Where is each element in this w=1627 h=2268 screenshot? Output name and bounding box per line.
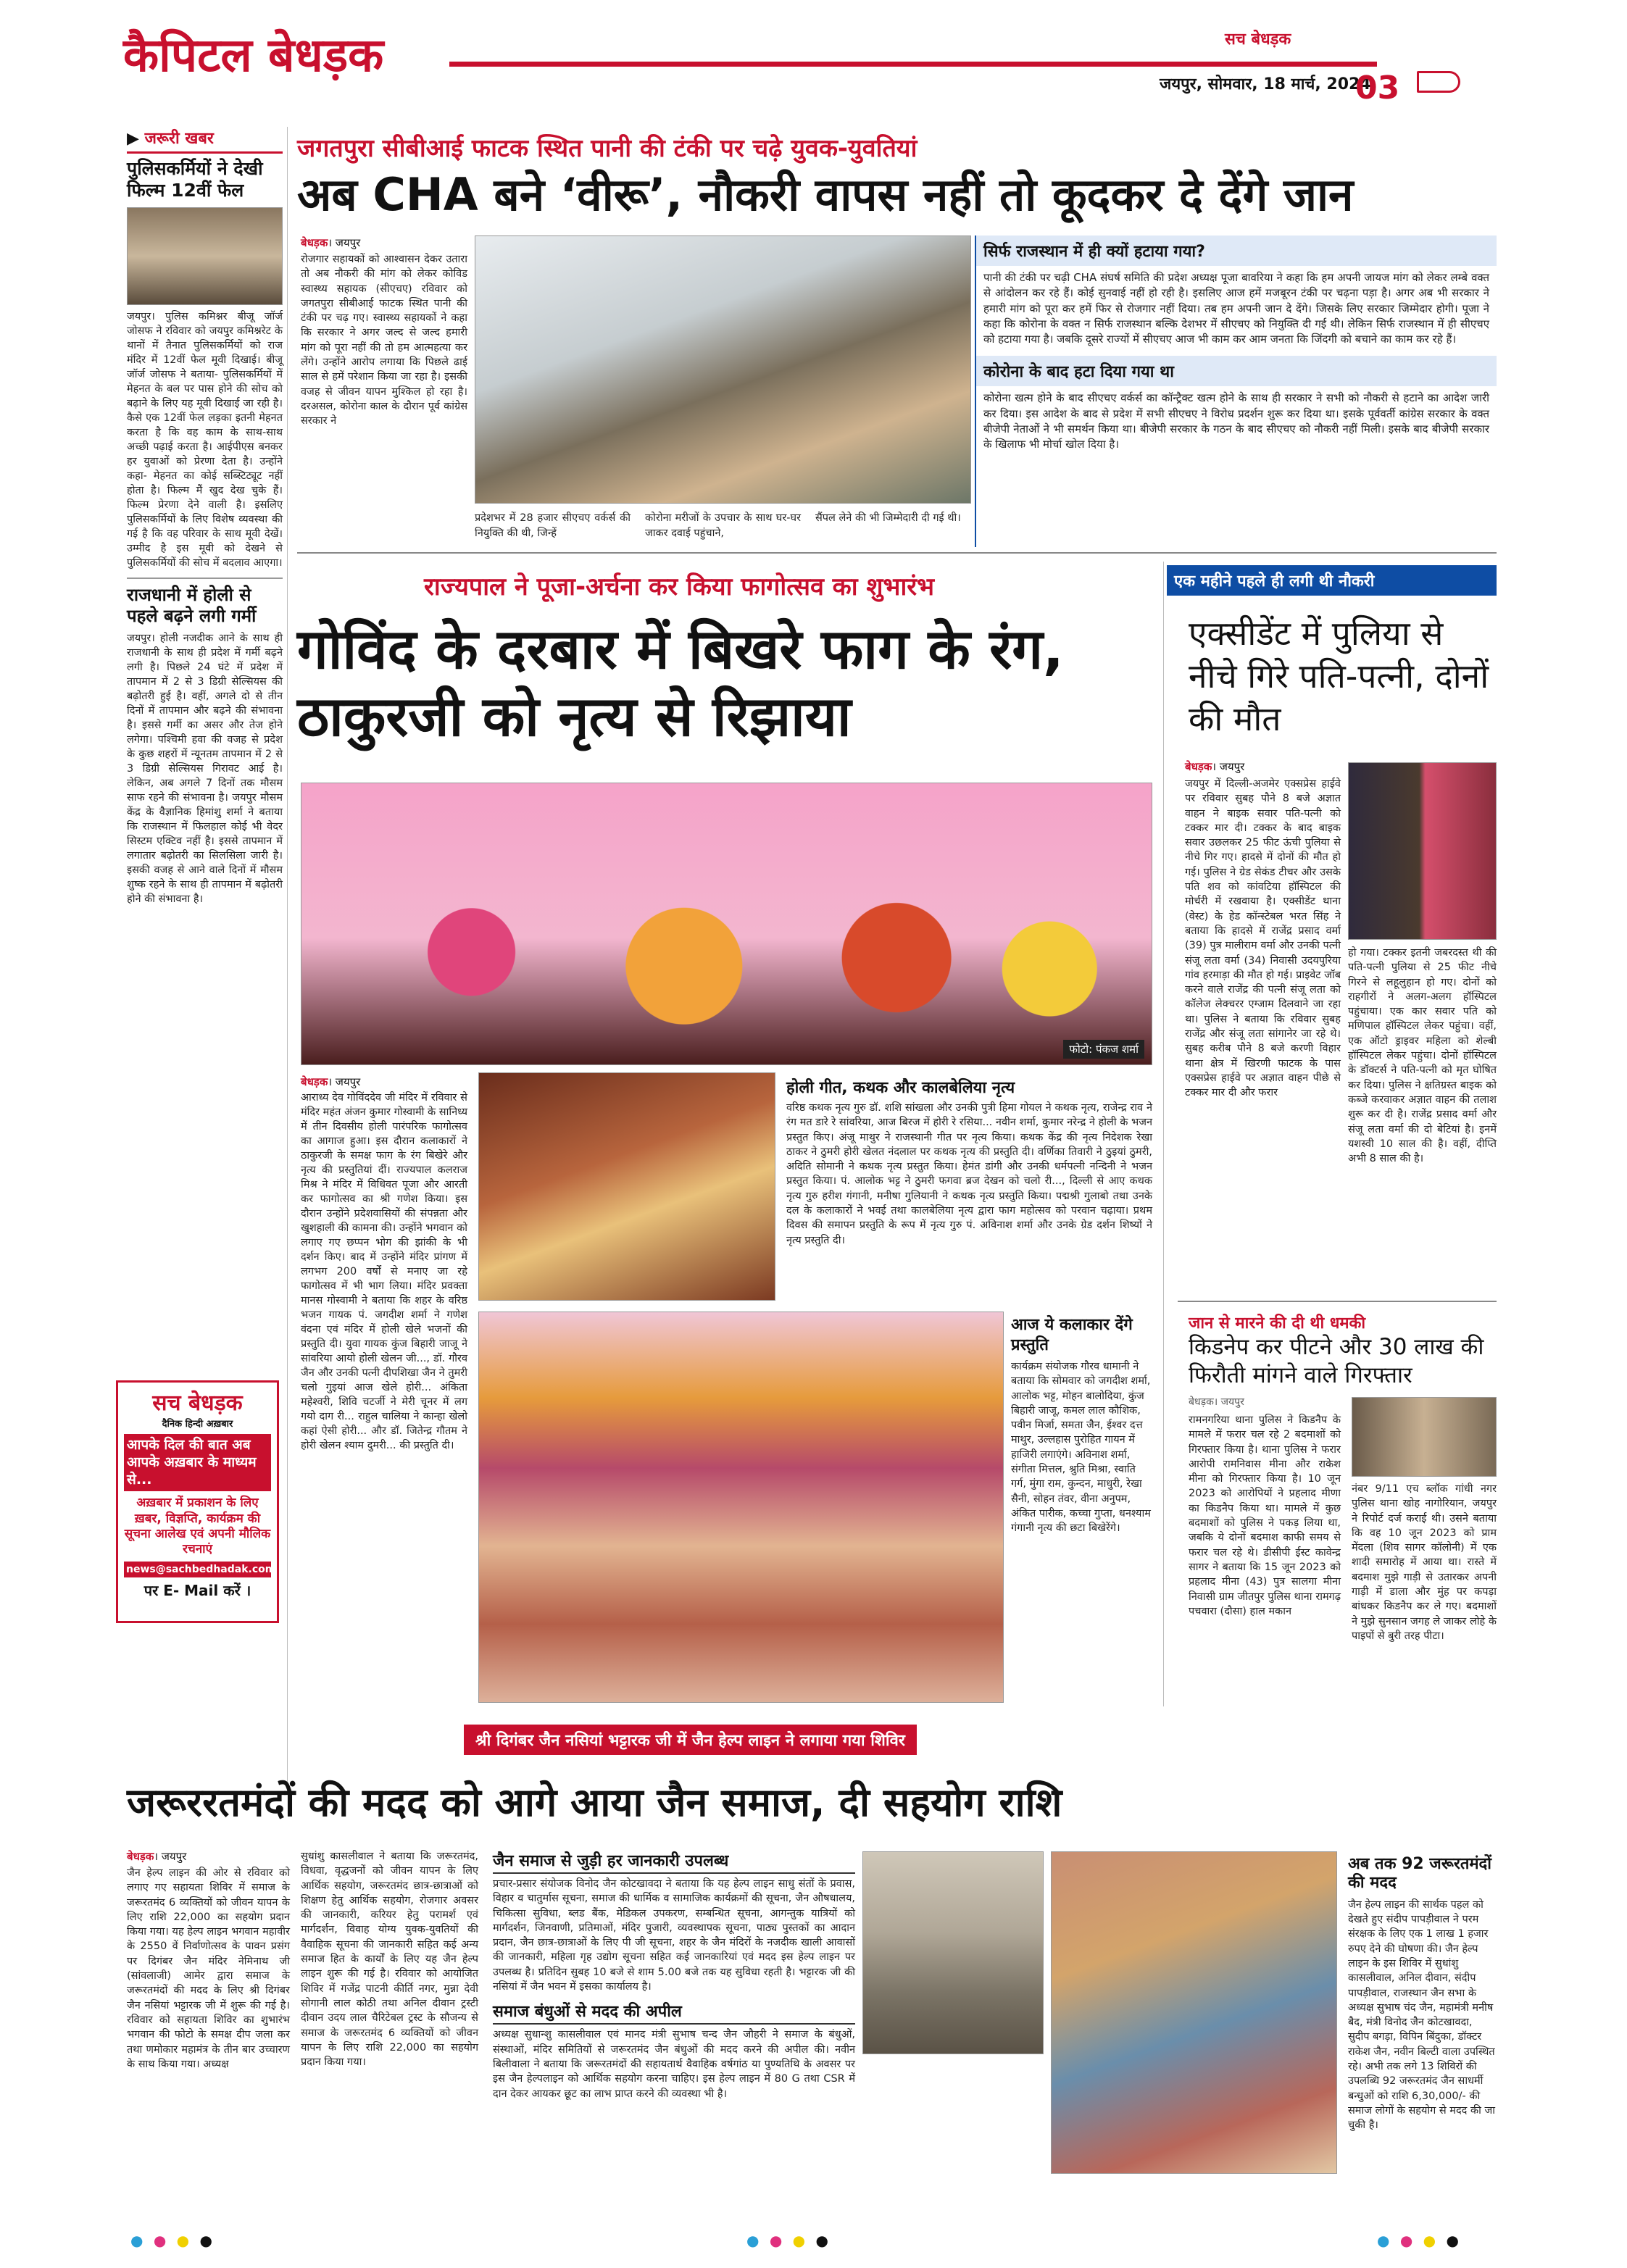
ad-box	[116, 1380, 279, 1623]
sub-body: अध्यक्ष सुधान्शु कासलीवाल एवं मानद मंत्री सुभाष चन्द जैन जौहरी ने समाज के बंधुओं, संस्थाओं, मंदिर समितियों से जरूरतमंद जैन बंधुओं की मदद करने की अपील की। नवीन बिलीवाला ने बताया कि जरूरतमंदों की सहायतार्थ वैवाहिक वर्षगांठ या पुण्यतिथि के अवसर पर इस जैन हेल्पलाइन को आर्थिक सहयोग करना चाहिए। इस हेल्प लाइन में 80 G तथा CSR में दान देकर आयकर छूट का लाभ प्राप्त करने की व्यवस्था भी है।	[493, 2029, 855, 2100]
ad-brand: सच बेधड़क	[152, 1391, 243, 1416]
dance-photo	[301, 783, 1152, 1065]
meeting-photo	[862, 1851, 1044, 2054]
ad-cta: पर E- Mail करें ।	[143, 1582, 251, 1600]
right-s2-kicker: जान से मारने की दी थी धमकी	[1189, 1314, 1366, 1333]
mid-byline: बेधड़क। जयपुर	[301, 1075, 361, 1088]
right-tag: एक महीने पहले ही लगी थी नौकरी	[1167, 565, 1497, 596]
section-label: ▶ जरूरी खबर	[127, 127, 283, 154]
brand-small: सच बेधड़क	[1225, 30, 1291, 49]
right-s2-body2: नंबर 9/11 एच ब्लॉक गांधी नगर पुलिस थाना खोह नागोरियान, जयपुर ने रिपोर्ट दर्ज कराई थी। उसने बताया कि वह 10 जून 2023 को प्राम मेंदला (शिव सागर कॉलोनी) में एक शादी समारोह में आया था। रास्ते में बदमाश मुझे गाड़ी से उतारकर अपनी गाड़ी में डाला और मुंह पर कपड़ा बांधकर किडनैप कर ले गए। बदमाशों ने मुझे सुनसान जगह ले जाकर लोहे के पाइपों से बुरी तरह पीटा।	[1352, 1483, 1497, 1642]
camp-photo	[1051, 1851, 1337, 2174]
left-column	[127, 127, 283, 1924]
info-box-title: कोरोना के बाद हटा दिया गया था	[976, 356, 1497, 386]
accused-photo	[1352, 1397, 1497, 1477]
bottom-side	[1348, 1855, 1497, 2133]
top-kicker: जगतपुरा सीबीआई फाटक स्थित पानी की टंकी पर चढ़े युवक-युवतियां	[297, 134, 917, 163]
ad-line2: अख़बार में प्रकाशन के लिए ख़बर, विज्ञप्ति, कार्यक्रम की सूचना आलेख एवं अपनी मौलिक रचनाएं	[124, 1496, 271, 1556]
ad-email[interactable]: news@sachbedhadak.com	[124, 1562, 271, 1577]
right-s2-headline: किडनेप कर पीटने और 30 लाख की फिरौती मांगने वाले गिरफ्तार	[1189, 1334, 1484, 1388]
sub-body: वरिष्ठ कथक नृत्य गुरु डॉ. शशि सांखला और उनकी पुत्री हिमा गोयल ने कथक नृत्य, राजेन्द्र राव ने रंग मत डारे रे सांवरिया, आज बिरज में होरी रे रसिया... नवीन शर्मा, कुमार नरेन्द्र ने होली के भजन प्रस्तुत किए। अंजू माथुर ने राजस्थानी गीत पर नृत्य किया। कथक केंद्र की नृत्य निदेशक रेखा ठाकर ने ठुमरी होरी खेलत नंदलाल पर कथक नृत्य की प्रस्तुति दी। वर्णिका तिवारी ने ठुइयां ठुमरी, अदिति सोमानी ने कथक नृत्य प्रस्तुत किया। हेमंत डांगी और उनकी धर्मपत्नी नन्दिनी ने भजन प्रस्तुत किया। पं. आलोक भट्ट ने ठुमरी फगवा ब्रज देखन को चलो री..., दिल्ली से आए कथक नृत्य गुरु हरीश गंगानी, मनीषा गुलियानी ने कथक नृत्य प्रस्तुति किया। पद्मश्री गुलाबो तथा उनके दल के कलाकारों ने भवई तथा कालबेलिया नृत्य द्वारा फाग महोत्सव को परवान चढ़ाया। प्रथम दिवस की समापन प्रस्तुति के रूप में नृत्य गुरु पं. अविनाश शर्मा और उनके ग्रेड दर्शन शिष्यों ने नृत्य प्रस्तुति दी।	[786, 1102, 1152, 1246]
story-title: राजधानी में होली से पहले बढ़ने लगी गर्मी	[127, 578, 283, 627]
bottom-col1: जैन हेल्प लाइन की ओर से रविवार को लगाए गए सहायता शिविर में समाज के जरूरतमंद 6 व्यक्तियों को जीवन यापन के लिए राशि 22,000 का सहयोग प्रदान किया गया। यह हेल्प लाइन भगवान महावीर के 2550 वें निर्वाणोत्सव के पावन प्रसंग पर दिगंबर जैन मंदिर नेमिनाथ जी (सांवलाजी) आमेर द्वारा समाज के जरूरतमंदों की मदद के लिए श्री दिगंबर जैन नसियां भट्टारक जी में शुरू की गई है। रविवार को सहायता शिविर का शुभारंभ भगवान की फोटो के समक्ष दीप जला कर तथा णमोकार महामंत्र के तीन बार उच्चारण के साथ किया गया। अध्यक्ष	[127, 1867, 290, 2070]
couple-photo	[1348, 762, 1497, 940]
column-divider	[287, 127, 288, 1793]
sub-title: आज ये कलाकार देंगे प्रस्तुति	[1011, 1316, 1133, 1354]
info-box	[975, 235, 1497, 547]
right-byline: बेधड़क। जयपुर	[1185, 760, 1245, 773]
right-s2-body1: रामनगरिया थाना पुलिस ने किडनैप के मामले में फरार चल रहे 2 बदमाशों को गिरफ्तार किया है। थाना पुलिस ने फरार आरोपी रामनिवास मीना और राकेश मीना को गिरफ्तार किया है। 10 जून 2023 को आरोपियों ने प्रहलाद मीणा का किडनैप किया था। मामले में कुछ बदमाशों को पुलिस ने पकड़ लिया था, जबकि ये दोनों बदमाश काफी समय से फरार चल रहे थे। डीसीपी ईस्ट कावेन्द्र सागर ने बताया कि 15 जून 2023 को प्रहलाद मीना (43) पुत्र सालगा मीना निवासी ग्राम जीतपुर पुलिस थाना रामगढ़ पचवारा (दौसा) हाल मकान	[1189, 1414, 1341, 1617]
story-body: जयपुर। पुलिस कमिश्नर बीजू जॉर्ज जोसफ ने रविवार को जयपुर कमिश्नरेट के थानों में तैनात पुलिसकर्मियों को राज मंदिर में 12वीं फेल मूवी दिखाई। बीजू जॉर्ज जोसफ ने बताया- पुलिसकर्मियों में मेहनत के बल पर पास होने की सोच को बढ़ाने के लिए यह मूवी दिखाई जा रही है। कैसे एक 12वीं फेल लड़का इतनी मेहनत करता है कि वह काम के साथ-साथ अच्छी पढ़ाई करता है। आईपीएस बनकर हर युवाओं को प्रेरणा देता है। उन्होंने कहा- मेहनत का कोई सब्स्टिट्यूट नहीं होता है। फिल्म मैं खुद देख चुके हैं। फिल्म प्रेरणा देने वाली है। इसलिए पुलिसकर्मियों के लिए विशेष व्यवस्था की गई है कि वह परिवार के साथ मूवी देखें। उम्मीद है इस मूवी को देखने से पुलिसकर्मियों की सोच में बदलाव आएगा।	[127, 311, 283, 569]
news-photo	[127, 207, 283, 305]
mid-headline: गोविंद के दरबार में बिखरे फाग के रंग, ठाकुरजी को नृत्य से रिझाया	[297, 617, 1064, 749]
mid-kicker: राज्यपाल ने पूजा-अर्चना कर किया फागोत्सव का शुभारंभ	[424, 572, 935, 601]
crowd-photo	[478, 1312, 1004, 1703]
side-title: अब तक 92 जरूरतमंदों की मदद	[1348, 1855, 1491, 1893]
sub-title: होली गीत, कथक और कालबेलिया नृत्य	[786, 1079, 1015, 1097]
page-number: 03	[1355, 70, 1400, 107]
story-body: जयपुर। होली नजदीक आने के साथ ही राजधानी के साथ ही प्रदेश में गर्मी बढ़ने लगी है। पिछले 24 घंटे में प्रदेश में तापमान में 2 से 3 डिग्री सेल्सियस की बढ़ोतरी हुई है। वहीं, अगले दो से तीन दिनों में तापमान और बढ़ने की संभावना है। इससे गर्मी का असर और तेज होने लगेगा। पश्चिमी हवा की वजह से प्रदेश के कुछ शहरों में न्यूनतम तापमान में 2 से 3 डिग्री सेल्सियस गिरावट आई है। लेकिन, अब अगले 7 दिनों तक मौसम साफ रहने की संभावना है। जयपुर मौसम केंद्र के वैज्ञानिक हिमांशु शर्मा ने बताया कि राजस्थान में फिलहाल कोई भी वेदर सिस्टम एक्टिव नहीं है। इससे तापमान में लगातार बढ़ोतरी का सिलसिला जारी है। इसकी वजह से आने वाले दिनों में मौसम शुष्क रहने के साथ ही तापमान में बढ़ोतरी होने की संभावना है।	[127, 632, 283, 905]
top-col4: सैंपल लेने की भी जिम्मेदारी दी गई थी।	[815, 512, 961, 524]
right-body1: जयपुर में दिल्ली-अजमेर एक्सप्रेस हाईवे पर रविवार सुबह पौने 8 बजे अज्ञात वाहन ने बाइक सवार पति-पत्नी को टक्कर मार दी। टक्कर के बाद बाइक सवार उछलकर 25 फीट ऊंची पुलिया से नीचे गिर गए। हादसे में दोनों की मौत हो गई। पुलिस ने ग्रेड सेकंड टीचर और उसके पति शव को कांवटिया हॉस्पिटल की मोर्चरी में रखवाया है। एक्सीडेंट थाना (वेस्ट) के हेड कॉन्स्टेबल भरत सिंह ने बताया कि हादसे में राजेंद्र प्रसाद वर्मा (39) पुत्र मालीराम वर्मा और उनकी पत्नी संजू लता वर्मा (34) निवासी उदयपुरिया गांव हरमाड़ा की मौत हो गई। प्राइवेट जॉब करने वाले राजेंद्र की पत्नी संजू लता को कॉलेज लेक्चरर एग्जाम दिलवाने जा रहा था। पुलिस ने बताया कि रविवार सुबह राजेंद्र और संजू लता सांगानेर जा रहे थे। सुबह करीब पौने 8 बजे करणी विहार थाना क्षेत्र में खिरणी फाटक के पास एक्सप्रेस हाईवे पर अज्ञात वाहन पीछे से टक्कर मार दी और फरार	[1185, 778, 1341, 1099]
story-title: पुलिसकर्मियों ने देखी फिल्म 12वीं फेल	[127, 158, 263, 201]
sub-title: जैन समाज से जुड़ी हर जानकारी उपलब्ध	[493, 1849, 855, 1874]
masthead-rule	[449, 62, 1377, 67]
mid-sub2	[1011, 1315, 1152, 1536]
masthead-title: कैपिटल बेधड़क	[123, 29, 384, 83]
dateline: जयपुर, सोमवार, 18 मार्च, 2024	[1160, 75, 1371, 93]
info-box-title: सिर्फ राजस्थान में ही क्यों हटाया गया?	[976, 235, 1497, 266]
bottom-col2: सुधांशु कासलीवाल ने बताया कि जरूरतमंद, विधवा, वृद्धजनों को जीवन यापन के लिए आर्थिक सहयोग, जरूरतमंद छात्र-छात्राओं को शिक्षण हेतु आर्थिक सहयोग, रोजगार अवसर की जानकारी, करियर हेतु परामर्श एवं मार्गदर्शन, विवाह योग्य युवक-युवतियों की वैवाहिक सूचना की जानकारी सहित कई अन्य समाज हित के कार्यों के लिए यह जैन हेल्प लाइन शुरू की गई है। रविवार को आयोजित शिविर में गजेंद्र पाटनी कीर्ति नगर, मुन्ना देवी सोगानी लाल कोठी तथा अनिल दीवान ट्रस्टी दीवान उदय लाल चैरिटेबल ट्रस्ट के सौजन्य से समाज के जरूरतमंद 6 व्यक्तियों को जीवन यापन के लिए राशि 22,000 का सहयोग प्रदान किया गया।	[301, 1851, 478, 2069]
top-headline: अब CHA बने ‘वीरू’, नौकरी वापस नहीं तो कूदकर दे देंगे जान	[297, 168, 1354, 221]
sub-title: समाज बंधुओं से मदद की अपील	[493, 2000, 855, 2025]
section-divider	[297, 552, 1497, 554]
bottom-byline: बेधड़क। जयपुर	[127, 1850, 187, 1863]
right-headline: एक्सीडेंट में पुलिया से नीचे गिरे पति-पत्नी, दोनों की मौत	[1189, 614, 1489, 738]
top-col2: प्रदेशभर में 28 हजार सीएचए वर्कर्स की नियुक्ति की थी, जिन्हें	[475, 512, 631, 539]
photo-credit: फोटो: पंकज शर्मा	[1063, 1040, 1144, 1059]
temple-photo	[478, 1072, 775, 1301]
mid-sub1	[786, 1076, 1152, 1248]
masthead	[0, 0, 1627, 109]
top-col3: कोरोना मरीजों के उपचार के साथ घर-घर जाकर दवाई पहुंचाने,	[645, 512, 801, 539]
registration-marks: ● ● ● ●	[746, 2232, 831, 2249]
pen-nib-icon	[1417, 71, 1460, 93]
registration-marks: ● ● ● ●	[1377, 2232, 1462, 2249]
info-box-body: पानी की टंकी पर चढ़ी CHA संघर्ष समिति की प्रदेश अध्यक्ष पूजा बावरिया ने कहा कि हम अपनी जायज मांग को लेकर लम्बे वक्त से आंदोलन कर रहे हैं। कोई सुनवाई नहीं हो रही है। इसलिए आज हमें मजबूरन टंकी पर चढ़ना पड़ा है। अगर अब भी सरकार ने हमारी मांग को पूरा कर हमें फिर से रोजगार नहीं दिया। तब हम अपनी जान दे देंगे। जिसके लिए सरकार जिम्मेदार होगी। पूजा ने कहा कि कोरोना के वक्त न सिर्फ राजस्थान बल्कि देशभर में सीएचए को नियुक्ति दी गई थी। लेकिन सिर्फ राजस्थान में ही सीएचए को हटाया गया है। जबकि दूसरे राज्यों में सीएचए आज भी काम कर आम जनता कि जिंदगी को बचाने का काम कर रहे हैं।	[983, 271, 1489, 346]
bottom-sub1	[493, 1849, 855, 2101]
bottom-headline: जरूररतमंदों की मदद को आगे आया जैन समाज, दी सहयोग राशि	[127, 1780, 1062, 1825]
side-body: जैन हेल्प लाइन की सार्थक पहल को देखते हुए संदीप पापड़ीवाल ने परम संरक्षक के लिए एक 1 लाख 1 हजार रुपए देने की घोषणा की। जैन हेल्प लाइन के इस शिविर में सुधांशु कासलीवाल, अनिल दीवान, संदीप पापड़ीवाल, राजस्थान जैन सभा के अध्यक्ष सुभाष चंद जैन, महामंत्री मनीष बैद, मंत्री विनोद जैन कोटखावदा, सुदीप बगड़ा, विपिन बिंदुका, डॉक्टर राकेश जैन, नवीन बिल्टी वाला उपस्थित रहे। अभी तक लगे 13 शिविरों की उपलब्धि 92 जरूरतमंद जैन साधर्मी बन्धुओं को राशि 6,30,000/- की समाज लोगों के सहयोग से मदद की जा चुकी है।	[1348, 1898, 1496, 2132]
section-divider	[1178, 1301, 1497, 1302]
info-box-body: कोरोना खत्म होने के बाद सीएचए वर्कर्स का कॉन्ट्रैक्ट खत्म होने के साथ ही सरकार ने सभी को नौकरी से हटाने का आदेश जारी कर दिया। इस आदेश के बाद से प्रदेश में सभी सीएचए ने विरोध प्रदर्शन शुरू कर दिया था। इसके पूर्ववर्ती कांग्रेस सरकार के वक्त बीजेपी नेताओं ने भी समर्थन किया था। बीजेपी सरकार के गठन के बाद सीएचए को नौकरी नहीं मिली। इसके बाद बीजेपी सरकार के खिलाफ भी मोर्चा खोल दिया है।	[983, 391, 1489, 451]
registration-marks: ● ● ● ●	[130, 2232, 215, 2249]
column-divider	[1163, 562, 1164, 1706]
ad-sub: दैनिक हिन्दी अख़बार	[162, 1419, 233, 1430]
bottom-kicker: श्री दिगंबर जैन नसियां भट्टारक जी में जैन हेल्प लाइन ने लगाया गया शिविर	[464, 1725, 917, 1755]
top-col1: रोजगार सहायकों को आश्वासन देकर उतारा तो अब नौकरी की मांग को लेकर कोविड स्वास्थ्य सहायक (सीएचए) रविवार को जगतपुरा सीबीआई फाटक स्थित पानी की टंकी पर चढ़ गए। स्वास्थ्य सहायकों ने कहा कि सरकार ने अगर जल्द से जल्द हमारी मांग को पूरा नहीं की तो हम आत्महत्या कर लेंगे। उन्होंने आरोप लगाया कि पिछले ढाई साल से हमें परेशान किया जा रहा है। इसकी वजह से जीवन यापन मुश्किल हो रहा है। दरअसल, कोरोना काल के दौरान पूर्व कांग्रेस सरकार ने	[301, 254, 467, 428]
top-byline: बेधड़क। जयपुर	[301, 236, 361, 249]
right-s2-byline: बेधड़क। जयपुर	[1189, 1396, 1244, 1408]
right-body2: हो गया। टक्कर इतनी जबरदस्त थी की पति-पत्नी पुलिया से 25 फीट नीचे गिरने से लहूलुहान हो गए। दोनों को राहगीरों ने अलग-अलग हॉस्पिटल पहुंचाया। एक कार सवार पति को मणिपाल हॉस्पिटल लेकर पहुंचा। वहीं, एक ऑटो ड्राइवर महिला को शेल्बी हॉस्पिटल लेकर पहुंचा। दोनों हॉस्पिटल के डॉक्टर्स ने पति-पत्नी को मृत घोषित कर दिया। पुलिस ने क्षतिग्रस्त बाइक को कब्जे करवाकर अज्ञात वाहन की तलाश शुरू कर दी है। राजेंद्र प्रसाद वर्मा और संजू लता वर्मा की दो बेटियां है। इनमें यशस्वी 10 साल की है। वहीं, दीप्ति अभी 8 साल की है।	[1348, 947, 1497, 1165]
sub-body: प्रचार-प्रसार संयोजक विनोद जैन कोटखावदा ने बताया कि यह हेल्प लाइन साधु संतों के प्रवास, विहार व चातुर्मास सूचना, समाज की धार्मिक व सामाजिक कार्यक्रमों की सूचना, जैन औषधालय, चिकित्सा सुविधा, ब्लड बैंक, मेडिकल उपकरण, सम्बन्धित सूचना, आगन्तुक यात्रियों को मार्गदर्शन, जिनवाणी, प्रतिमाओं, मंदिर पुजारी, व्यवस्थापक सूचना, पाठ्य पुस्तकों का आदान प्रदान, जैन छात्र-छात्राओं के लिए पी जी सूचना, शहर के जैन मंदिरों के नजदीक खाली आवासों की जानकारी, महिला गृह उद्योग सूचना सहित कई जानकारियां एवं मदद इस हेल्प लाइन पर उपलब्ध है। प्रतिदिन सुबह 10 बजे से शाम 5.00 बजे तक यह सुविधा रहती है। भट्टारक जी की नसियां में जैन भवन में इसका कार्यालय है।	[493, 1878, 855, 1993]
top-photo	[475, 235, 971, 504]
sub-body: कार्यक्रम संयोजक गौरव धामानी ने बताया कि सोमवार को जगदीश शर्मा, आलोक भट्ट, मोहन बालोदिया, कुंज बिहारी जाजू, कमल लाल कौशिक, पवीन मिर्जा, समता जैन, ईश्वर दत्त माथुर, उल्लहास पुरोहित गायन में हाजिरी लगाएंगे। अविनाश शर्मा, संगीता मित्तल, श्रुति मिश्रा, स्वाति गर्ग, मुंगा राम, कुन्दन, माधुरी, रेखा सैनी, सोहन तंवर, वीना अनुपम, अंकित पारीक, कच्चा गुप्ता, धनश्याम गंगानी नृत्य की छटा बिखेरेंगे।	[1011, 1361, 1151, 1535]
ad-line1: आपके दिल की बात अब आपके अख़बार के माध्यम से...	[124, 1434, 271, 1491]
mid-col-a: आराध्य देव गोविंददेव जी मंदिर में रविवार से मंदिर महंत अंजन कुमार गोस्वामी के सानिध्य में तीन दिवसीय होली पारंपरिक फागोत्सव का आगाज हुआ। इस दौरान कलाकारों ने ठाकुरजी के समक्ष फाग के रंग बिखेरे और नृत्य की प्रस्तुतियां दीं। राज्यपाल कलराज मिश्र ने मंदिर में विधिवत पूजा और आरती कर फागोत्सव का श्री गणेश किया। इस दौरान उन्होंने प्रदेशवासियों की संपन्नता और खुशहाली की कामना की। उन्होंने भगवान को लगाए गए छप्पन भोग की झांकी के भी दर्शन किए। बाद में उन्होंने मंदिर प्रांगण में लगभग 200 वर्षों से मनाए जा रहे फागोत्सव में भी भाग लिया। मंदिर प्रवक्ता मानस गोस्वामी ने बताया कि शहर के वरिष्ठ भजन गायक पं. जगदीश शर्मा ने गणेश वंदना एवं मंदिर में होली खेले भजनों की प्रस्तुति दी। युवा गायक कुंज बिहारी जाजू ने सांवरिया आयो होली खेलन जी..., डॉ. गौरव जैन और उनकी पत्नी दीपशिखा जैन ने तुमरी चलो गुइयां आज खेले होरी... अंकिता महेश्वरी, शिवि चटर्जी ने मेरी चूनर में लग गयो दाग री... राहुल चालिया ने कान्हा खेलो कहां ऐसी होरी... और डॉ. जितेन्द्र गौतम ने होरी खेलन श्याम दुमरी... की प्रस्तुति दी।	[301, 1092, 467, 1451]
